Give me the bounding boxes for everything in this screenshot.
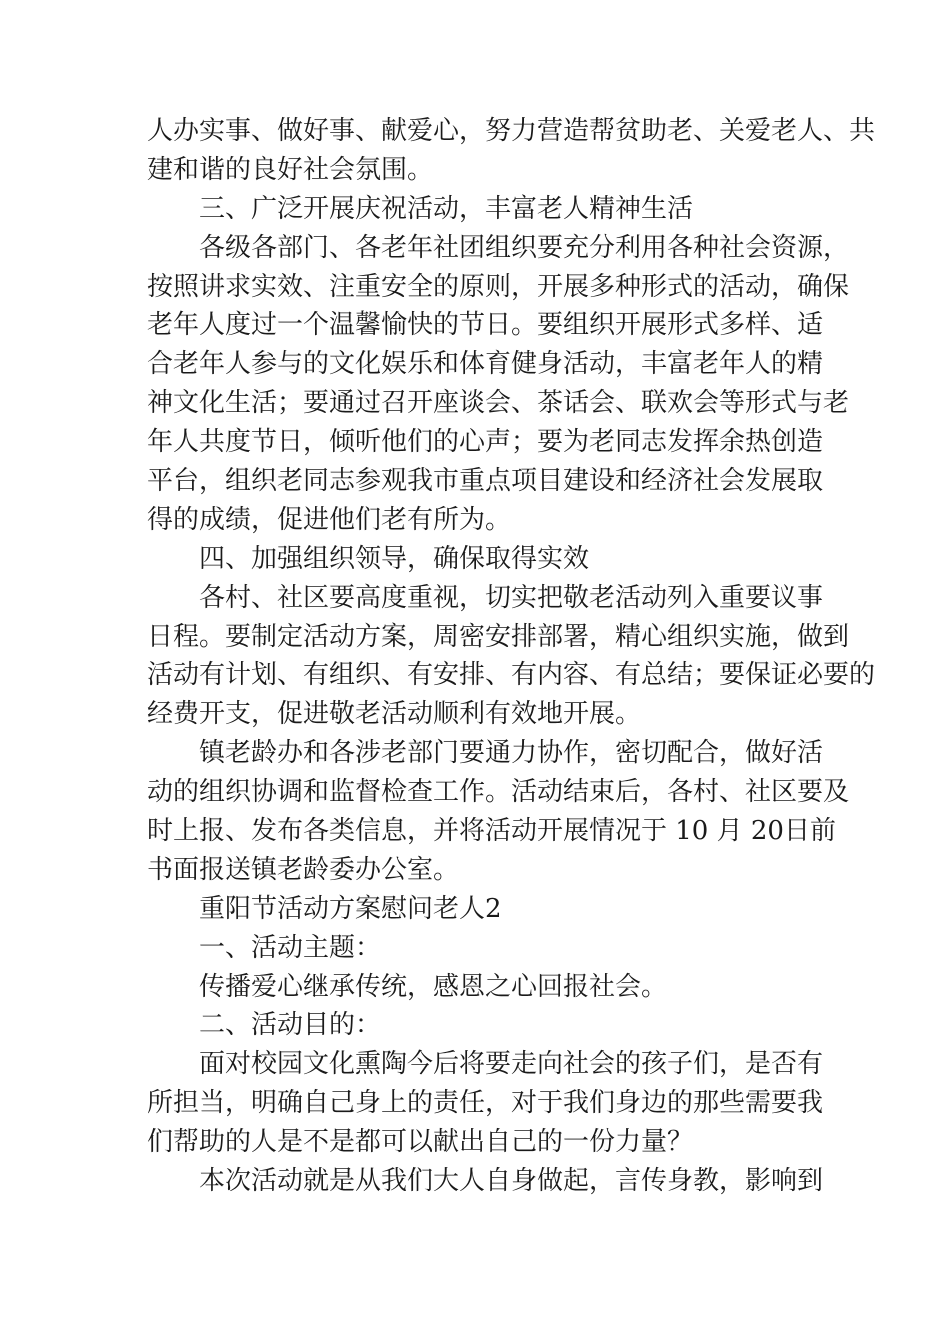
text-line: 各村、社区要高度重视，切实把敬老活动列入重要议事 [199, 582, 824, 613]
text-line: 们帮助的人是不是都可以献出自己的一份力量？ [147, 1127, 694, 1158]
text-line: 人办实事、做好事、献爱心，努力营造帮贫助老、关爱老人、共 [147, 116, 876, 146]
text-line: 神文化生活；要通过召开座谈会、茶话会、联欢会等形式与老 [147, 388, 850, 419]
text-line: 各级各部门、各老年社团组织要充分利用各种社会资源， [199, 232, 850, 263]
document-subtitle: 重阳节活动方案慰问老人2 [199, 893, 502, 924]
text-line: 年人共度节日，倾听他们的心声；要为老同志发挥余热创造 [147, 427, 824, 458]
text-line: 活动有计划、有组织、有安排、有内容、有总结；要保证必要的 [147, 660, 876, 691]
text-line: 老年人度过一个温馨愉快的节日。要组织开展形式多样、适 [147, 310, 824, 341]
section-heading: 二、活动目的： [199, 1010, 382, 1041]
text-line: 面对校园文化熏陶今后将要走向社会的孩子们，是否有 [199, 1049, 824, 1080]
text-line: 平台，组织老同志参观我市重点项目建设和经济社会发展取 [147, 466, 824, 497]
text-line: 镇老龄办和各涉老部门要通力协作，密切配合，做好活 [199, 738, 824, 769]
text-line: 按照讲求实效、注重安全的原则，开展多种形式的活动，确保 [147, 271, 850, 302]
text-line: 得的成绩，促进他们老有所为。 [147, 504, 512, 535]
text-line: 合老年人参与的文化娱乐和体育健身活动，丰富老年人的精 [147, 349, 824, 380]
text-line: 经费开支，促进敬老活动顺利有效地开展。 [147, 699, 642, 730]
section-heading: 三、广泛开展庆祝活动，丰富老人精神生活 [199, 193, 694, 224]
text-line: 日程。要制定活动方案，周密安排部署，精心组织实施，做到 [147, 621, 850, 652]
section-heading: 一、活动主题： [199, 932, 382, 963]
document-page [147, 112, 876, 1201]
text-line: 动的组织协调和监督检查工作。活动结束后，各村、社区要及 [147, 777, 850, 808]
text-line: 书面报送镇老龄委办公室。 [147, 854, 460, 885]
text-line: 时上报、发布各类信息，并将活动开展情况于 10 月 20日前 [147, 816, 836, 847]
text-line: 本次活动就是从我们大人自身做起，言传身教，影响到 [199, 1166, 824, 1197]
text-line: 建和谐的良好社会氛围。 [147, 154, 434, 185]
section-heading: 四、加强组织领导，确保取得实效 [199, 543, 590, 574]
text-line: 所担当，明确自己身上的责任，对于我们身边的那些需要我 [147, 1088, 824, 1119]
text-line: 传播爱心继承传统，感恩之心回报社会。 [199, 971, 668, 1002]
